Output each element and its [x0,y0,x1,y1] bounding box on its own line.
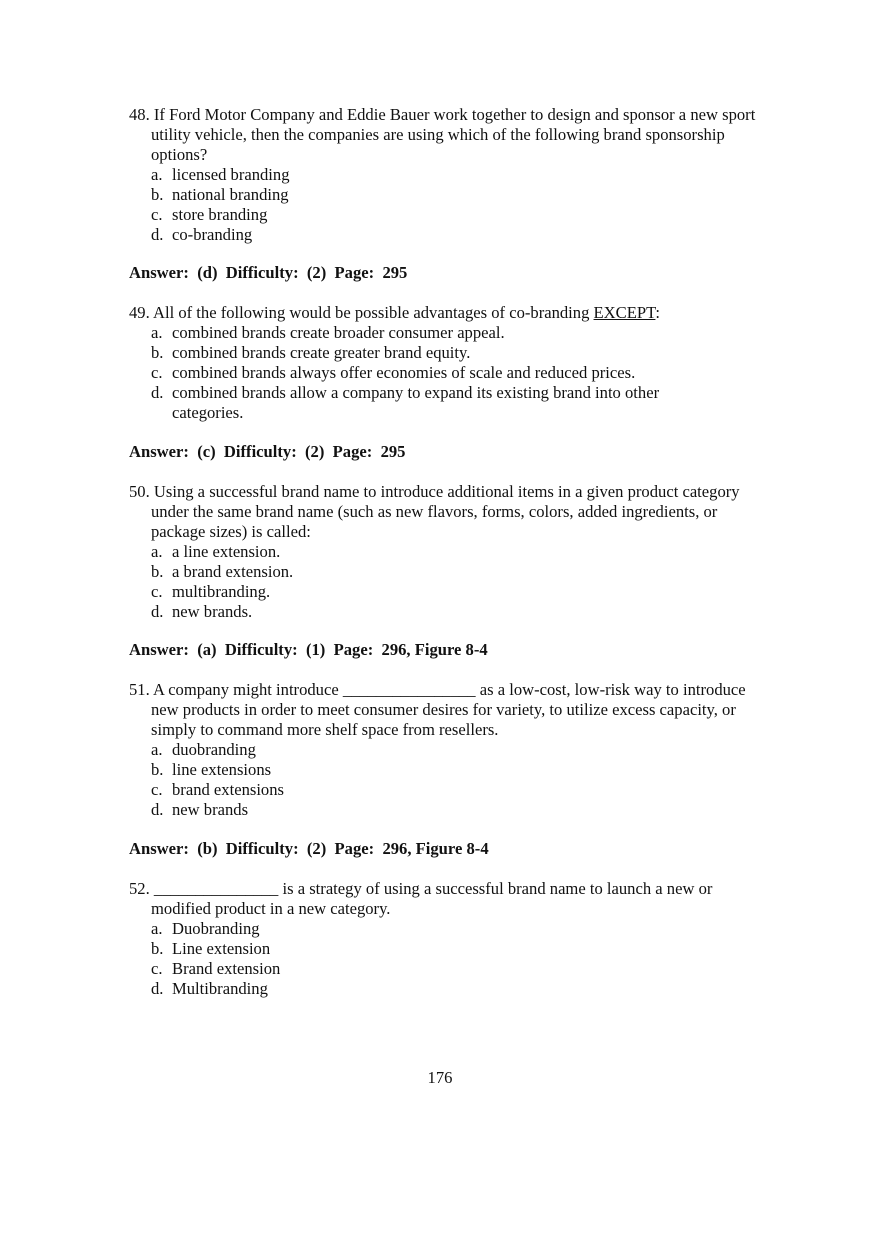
option-letter: a. [151,323,163,342]
option-text: combined brands create broader consumer appeal. [172,323,505,342]
option-d [129,383,692,423]
question-49 [129,303,769,423]
question-stem: 52. _______________ is a strategy of using a successful brand name to launch a new or modified product in a new category. [129,879,713,918]
question-51 [129,680,769,820]
option-a [129,165,769,185]
option-text: Brand extension [172,959,281,978]
option-letter: c. [151,780,163,799]
question-stem: 50. Using a successful brand name to introduce additional items in a given product category under the same brand name (such as new flavors, forms, colors, added ingredients, or package sizes) is called: [129,482,740,541]
option-letter: a. [151,165,163,184]
option-c [129,363,769,383]
option-text: Multibranding [172,979,268,998]
option-letter: c. [151,959,163,978]
option-d [129,979,769,999]
option-a [129,542,769,562]
question-50 [129,482,769,622]
option-text: line extensions [172,760,272,779]
question-stem: 48. If Ford Motor Company and Eddie Bauer work together to design and sponsor a new sport utility vehicle, then the companies are using which of the following brand sponsorship options? [129,105,756,164]
option-c [129,780,769,800]
option-b [129,760,769,780]
option-letter: c. [151,582,163,601]
option-b [129,185,769,205]
option-letter: d. [151,800,164,819]
question-stem [129,303,769,323]
answer-48: Answer: (d) Difficulty: (2) Page: 295 [129,263,408,282]
option-text: multibranding. [172,582,271,601]
question-stem: 51. A company might introduce ________________ as a low-cost, low-risk way to introduce new products in order to meet consumer desires for variety, to utilize excess capacity, or simply to command more shelf space from resellers. [129,680,746,739]
option-letter: d. [151,979,164,998]
option-text: duobranding [172,740,256,759]
option-letter: a. [151,740,163,759]
except-emphasis: EXCEPT [593,303,656,322]
option-c [129,205,769,225]
option-text: store branding [172,205,268,224]
option-letter: c. [151,363,163,382]
answer-50: Answer: (a) Difficulty: (1) Page: 296, Figure 8-4 [129,640,488,659]
option-letter: d. [151,383,164,402]
option-letter: c. [151,205,163,224]
option-letter: a. [151,919,163,938]
option-a [129,323,769,343]
option-text: a line extension. [172,542,281,561]
stem-punct: : [655,303,661,322]
option-text: combined brands always offer economies of scale and reduced prices. [172,363,636,382]
option-letter: a. [151,542,163,561]
option-text: combined brands create greater brand equity. [172,343,471,362]
option-b [129,562,769,582]
option-d [129,800,769,820]
option-letter: b. [151,185,164,204]
question-48 [129,105,769,245]
option-b [129,343,769,363]
answer-49: Answer: (c) Difficulty: (2) Page: 295 [129,442,406,461]
option-text: combined brands allow a company to expand its existing brand into other categories. [172,383,660,422]
option-letter: b. [151,939,164,958]
option-letter: d. [151,225,164,244]
option-text: Duobranding [172,919,260,938]
option-letter: d. [151,602,164,621]
option-a [129,740,769,760]
option-b [129,939,769,959]
stem-text: 49. All of the following would be possible advantages of co-branding [129,303,594,322]
option-text: co-branding [172,225,253,244]
option-a [129,919,769,939]
option-text: national branding [172,185,289,204]
option-c [129,959,769,979]
option-text: Line extension [172,939,271,958]
option-c [129,582,769,602]
option-text: brand extensions [172,780,284,799]
option-letter: b. [151,343,164,362]
option-text: new brands. [172,602,253,621]
option-letter: b. [151,760,164,779]
option-text: new brands [172,800,249,819]
page-number: 176 [427,1068,453,1087]
option-letter: b. [151,562,164,581]
option-d [129,225,769,245]
answer-51: Answer: (b) Difficulty: (2) Page: 296, Figure 8-4 [129,839,489,858]
option-text: licensed branding [172,165,290,184]
question-52 [129,879,769,999]
option-text: a brand extension. [172,562,294,581]
option-d [129,602,769,622]
